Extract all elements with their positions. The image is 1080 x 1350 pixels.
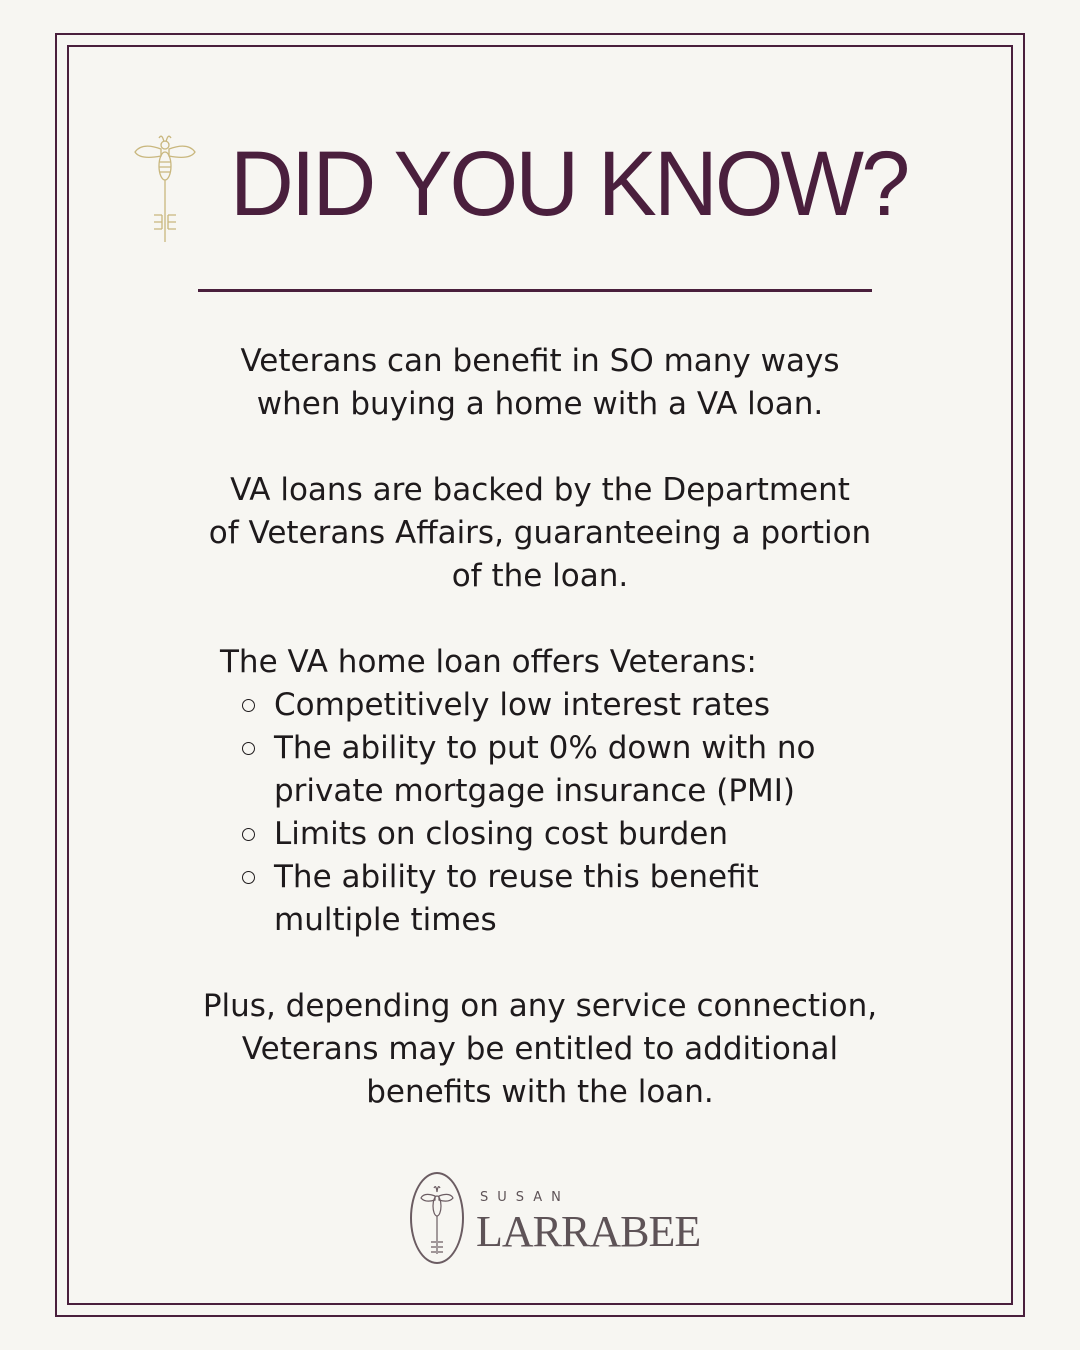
text-line: VA loans are backed by the Department <box>230 472 850 508</box>
circle-bullet-icon <box>242 871 255 884</box>
text-line: when buying a home with a VA loan. <box>256 386 824 422</box>
intro-paragraph <box>0 340 1080 426</box>
page-title: DID YOU KNOW? <box>230 133 908 235</box>
list-item-text: The ability to put 0% down with no <box>274 730 816 766</box>
bee-key-icon <box>132 130 198 245</box>
text-line: of Veterans Affairs, guaranteeing a portion <box>208 515 872 551</box>
list-item-text: The ability to reuse this benefit <box>274 859 759 895</box>
text-line: Plus, depending on any service connection, <box>202 988 878 1024</box>
title-divider <box>198 289 872 292</box>
text-line: Veterans can benefit in SO many ways <box>240 343 840 379</box>
list-item <box>240 684 880 727</box>
logo-oval <box>410 1172 464 1264</box>
list-item-text: multiple times <box>274 902 497 938</box>
list-item-text: Limits on closing cost burden <box>274 816 728 852</box>
benefits-list <box>240 684 880 942</box>
bee-key-icon <box>412 1174 462 1262</box>
text-line: of the loan. <box>451 558 629 594</box>
circle-bullet-icon <box>242 699 255 712</box>
circle-bullet-icon <box>242 828 255 841</box>
text-line: benefits with the loan. <box>366 1074 714 1110</box>
circle-bullet-icon <box>242 742 255 755</box>
list-item <box>240 856 880 942</box>
logo-first-name: SUSAN <box>480 1190 570 1205</box>
logo-last-name: LARRABEE <box>476 1207 701 1256</box>
closing-paragraph <box>0 985 1080 1114</box>
brand-logo <box>410 1172 701 1264</box>
benefits-intro: The VA home loan offers Veterans: <box>220 644 757 680</box>
text-line: Veterans may be entitled to additional <box>241 1031 839 1067</box>
list-item-text: Competitively low interest rates <box>274 687 771 723</box>
list-item <box>240 727 880 813</box>
list-item-text: private mortgage insurance (PMI) <box>274 773 795 809</box>
list-item <box>240 813 880 856</box>
backing-paragraph <box>0 469 1080 598</box>
